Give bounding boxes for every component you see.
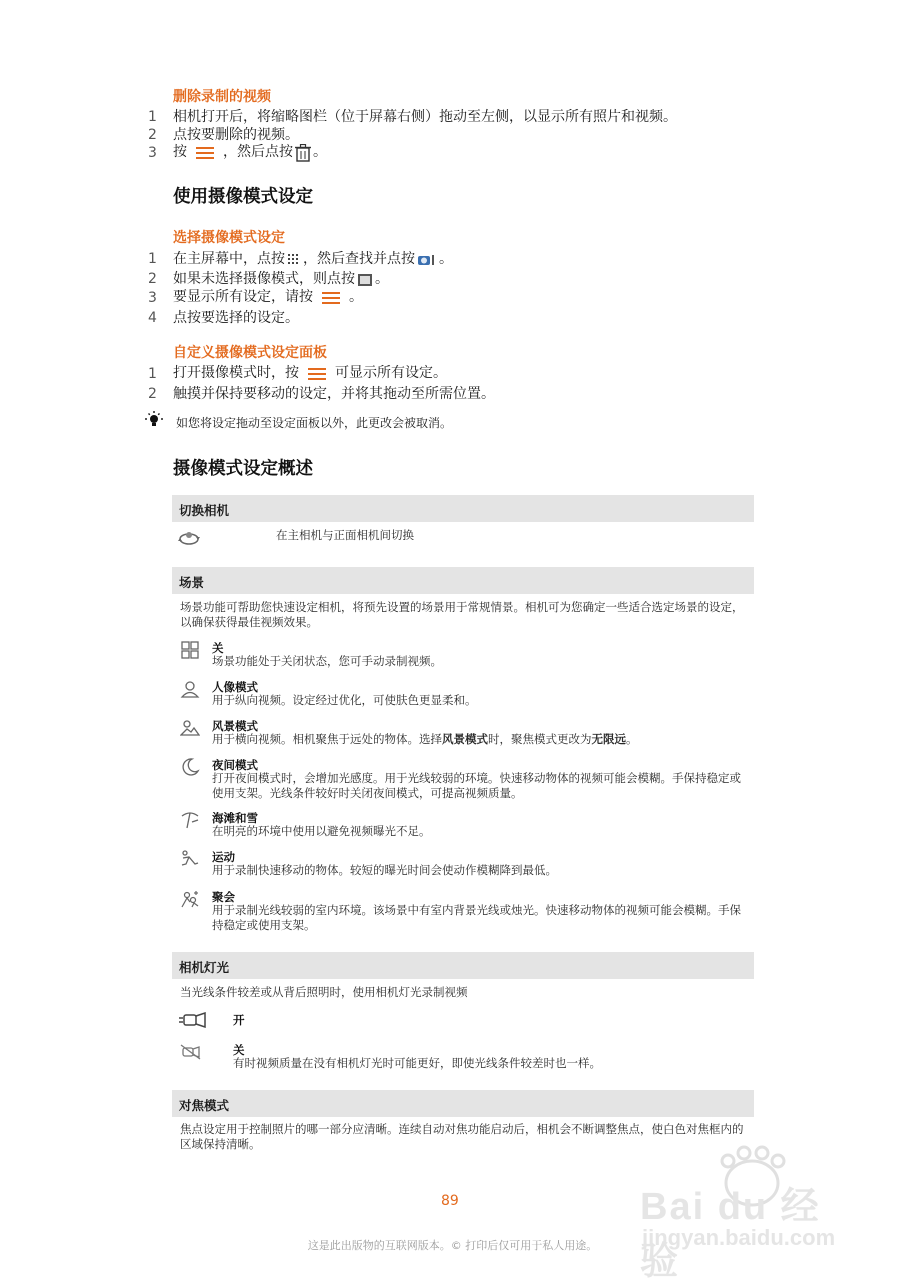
grid-off-icon: [180, 640, 200, 660]
app-grid-icon: [287, 253, 301, 267]
step-text-part: 打开摄像模式时，按: [173, 365, 299, 381]
watermark-logo-text: Bai du 经验: [640, 1186, 821, 1283]
scene-bar: [172, 567, 754, 594]
step-text-with-icons: [173, 364, 447, 383]
step-text-part: 要显示所有设定，请按: [173, 289, 313, 305]
scene-intro: 场景功能可帮助您快速设定相机，将预先设置的场景用于常规情景。相机可为您确定一些适合选定场景的设定，以确保获得最佳视频效果。: [180, 600, 744, 629]
video-settings-title: 使用摄像模式设定: [173, 187, 313, 207]
desc-emphasis: 无限远: [591, 732, 626, 746]
step-text-part: 在主屏幕中，点按: [173, 251, 285, 267]
tip-lightbulb-icon: [145, 411, 163, 429]
step-number: 1: [148, 251, 157, 267]
portrait-icon: [180, 679, 200, 699]
desc-part: 时，聚焦模式更改为: [488, 732, 592, 746]
step-text-part: 。: [375, 271, 389, 287]
switch-camera-bar: [172, 495, 754, 522]
step-text: 点按要选择的设定。: [173, 310, 299, 326]
tip-text: 如您将设定拖动至设定面板以外，此更改会被取消。: [176, 416, 453, 430]
step-text-part: 。: [313, 144, 327, 160]
landscape-icon: [180, 718, 200, 738]
scene-item-title: 夜间模式: [212, 758, 258, 772]
scene-item-desc: 场景功能处于关闭状态，您可手动录制视频。: [212, 654, 442, 668]
scene-item-title: 人像模式: [212, 680, 258, 694]
delete-video-heading: 删除录制的视频: [173, 89, 271, 105]
party-icon: [180, 889, 200, 909]
desc-emphasis: 风景模式: [442, 732, 488, 746]
step-text-with-icons: [173, 250, 453, 269]
scene-item-title: 风景模式: [212, 719, 258, 733]
step-text-part: ，然后查找并点按: [303, 251, 415, 267]
step-number: 3: [148, 145, 157, 161]
trash-icon: [295, 144, 311, 162]
overview-title: 摄像模式设定概述: [173, 459, 313, 479]
watermark-url: jingyan.baidu.com: [642, 1225, 836, 1250]
step-text-part: 按: [173, 144, 187, 160]
scene-item-desc: 打开夜间模式时，会增加光感度。用于光线较弱的环境。快速移动物体的视频可能会模糊。手保持稳定或使用支架。光线条件较好时关闭夜间模式，可提高视频质量。: [212, 771, 741, 800]
page-number: 89: [441, 1193, 459, 1209]
step-text-with-icons: [173, 270, 389, 289]
section-label: 对焦模式: [179, 1098, 230, 1113]
step-text-part: 如果未选择摄像模式，则点按: [173, 271, 355, 287]
step-text: 触摸并保持要移动的设定，并将其拖动至所需位置。: [173, 386, 495, 402]
menu-icon: [193, 144, 217, 162]
step-text-with-icons: [173, 288, 363, 307]
scene-item-desc: 用于录制光线较弱的室内环境。该场景中有室内背景光线或烛光。快速移动物体的视频可能会模糊。手保持稳定或使用支架。: [212, 903, 741, 932]
light-on-label: 开: [233, 1013, 245, 1027]
camera-light-bar: [172, 952, 754, 979]
step-number: 2: [148, 386, 157, 402]
night-moon-icon: [180, 757, 200, 777]
scene-item-title: 聚会: [212, 890, 235, 904]
step-text-part: 。: [349, 289, 363, 305]
scene-item-desc: 在明亮的环境中使用以避免视频曝光不足。: [212, 824, 431, 838]
step-number: 4: [148, 310, 157, 326]
step-number: 2: [148, 127, 157, 143]
desc-part: 用于横向视频。相机聚焦于远处的物体。选择: [212, 732, 442, 746]
step-number: 1: [148, 109, 157, 125]
beach-snow-icon: [180, 810, 200, 830]
camera-light-intro: 当光线条件较差或从背后照明时，使用相机灯光录制视频: [180, 985, 468, 999]
footer-note: 这是此出版物的互联网版本。© 打印后仅可用于私人用途。: [307, 1239, 598, 1252]
scene-item-desc: 用于纵向视频。设定经过优化，可使肤色更显柔和。: [212, 693, 477, 707]
desc-part: 。: [626, 732, 638, 746]
step-number: 2: [148, 271, 157, 287]
section-label: 相机灯光: [179, 960, 230, 975]
step-number: 3: [148, 290, 157, 306]
step-number: 1: [148, 366, 157, 382]
focus-mode-bar: [172, 1090, 754, 1117]
baidu-watermark: [640, 1145, 860, 1283]
section-label: 切换相机: [179, 503, 230, 518]
scene-item-desc: [212, 732, 752, 747]
select-settings-heading: 选择摄像模式设定: [173, 230, 285, 246]
step-text-part: 可显示所有设定。: [335, 365, 447, 381]
video-mode-icon: [357, 273, 373, 287]
step-text-part: 。: [439, 251, 453, 267]
scene-item-desc: 用于录制快速移动的物体。较短的曝光时间会使动作模糊降到最低。: [212, 863, 557, 877]
section-label: 场景: [179, 575, 205, 590]
light-off-label: 关: [233, 1043, 245, 1057]
scene-item-title: 关: [212, 641, 224, 655]
step-text-with-icons: [173, 143, 327, 162]
scene-item-title: 运动: [212, 850, 235, 864]
light-on-icon: [178, 1012, 210, 1028]
switch-camera-icon: [177, 528, 201, 546]
scene-item-title: 海滩和雪: [212, 811, 258, 825]
step-text-part: ，然后点按: [223, 144, 293, 160]
menu-icon: [319, 289, 343, 307]
light-off-desc: 有时视频质量在没有相机灯光时可能更好，即使光线条件较差时也一样。: [233, 1056, 601, 1070]
switch-camera-desc: 在主相机与正面相机间切换: [276, 528, 414, 542]
step-text: 点按要删除的视频。: [173, 127, 299, 143]
focus-mode-intro: 焦点设定用于控制照片的哪一部分应清晰。连续自动对焦功能启动后，相机会不断调整焦点，使白色对焦框内的区域保持清晰。: [180, 1122, 744, 1151]
menu-icon: [305, 365, 329, 383]
camera-app-icon: [417, 253, 437, 267]
light-off-icon: [180, 1044, 202, 1060]
step-text: 相机打开后，将缩略图栏（位于屏幕右侧）拖动至左侧，以显示所有照片和视频。: [173, 109, 677, 125]
customize-panel-heading: 自定义摄像模式设定面板: [173, 345, 327, 361]
sports-icon: [180, 849, 200, 869]
